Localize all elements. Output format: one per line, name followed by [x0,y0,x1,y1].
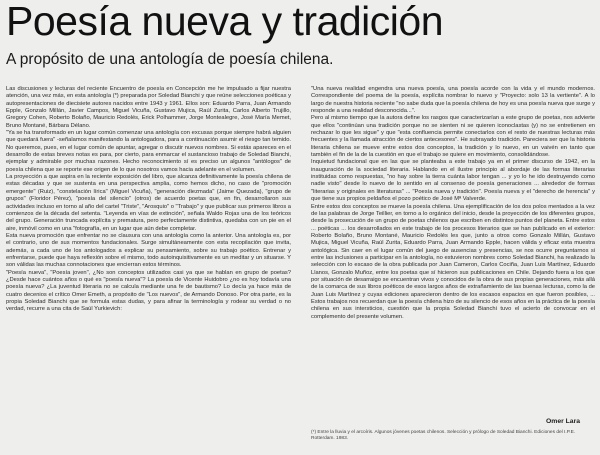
article-paragraph: "Una nueva realidad engendra una nueva poesía, una poesía acorde con la vida y el mundo modernos. Correspondiente del poema de la poesía, explícita nombrar lo nuevo y "Proyecto: solo 13 la vertiente". A lo largo de nuestra historia reciente "no sabe duda que la poesía chilena de hoy es una poesía nueva que surge y responde a una realidad desconocida...". [311,86,595,115]
article-title: Poesía nueva y tradición [6,0,443,44]
author-signature: Omer Lara [546,418,581,425]
article-column-left [6,86,291,446]
article-paragraph: Esta nueva promoción que enfrentar no se clausura con una antología como la anterior. Una antología es, por el contrario, uno de sus momentos fundacionales. Surge simultáneamente con esta recopilación que invita, además, a cada uno de los antologados a explicar su pensamiento, sobre su trabajo poético. Entrenar y enfrentarse, puede que haya reflexión sobre el mismo, todo autoinquisitivamente es un meditar y un situarse. Y son válidas las muchas connotaciones que encierran estos términos. [6,232,291,269]
article-paragraph: La proyección a que aspira en la reciente exposición del libro, que alcanza definitivamente la poesía chilena de estas décadas y que se sustenta en una perspectiva amplia, como hemos dicho, no caso de "promoción emergente" (Ruiz), "constelación lírica" (Miguel Vicuña), "generación diezmada" (Jaime Quezada), "grupo de grupos" (Floridor Pérez), "poesía del silencio" (otros) de acuerdo poetas que, en fin, desarrollaron sus actividades incluso en torno al año del cartel "Triste", "Arosquio" o "Trabajo" y que publicar sus primeros libros a comienzos de la década del setenta. "Leyenda en vías de extinción", señala Waldo Rojas una de los teóricos del grupo. Generación truncada explícita y prematura, pero perfectamente distintiva, quedaba con un pie en el aire, inmóvil como en una "fotografía, en un lugar que aún debe completar. [6,174,291,232]
article-paragraph: Inquietud fundacional que en las que se planteaba a este trabajo ya en el primer discurso de 1942, en la inauguración de la sociedad literaria. Hablando en el ilustre principio al abordaje de las formas literarias instituidas como respuestas, "no hay sobre la tierra cuánta labor tengan ... y yo lo he ido destruyendo como nadie visto" desde lo nuevo de lo sentido en al consenso de poesía generaciones ... alrededor de formas "literarias y originales en literaturas" ... "Poesía nueva y tradición". Poesía nueva y el "derecho de herencia" y que tiene sus propios peldaños el pozo poético de José Mª Valverde. [311,159,595,203]
article-paragraph: Entre estos dos conceptos se mueve la poesía chilena. Una ejemplificación de los dos polos mentados a la vez de las palabras de Jorge Teillier, en torno a lo orgánico del inicio, desde la proyección de los diferentes grupos, desde la prosecución de un grupo de poetas chilenos que escriben en distintos puntos del planeta. Entre estos ... poéticas ... los desarrollados en este trabajo de los procesos literarios que se han publicado en el exterior: Roberto Bolaño, Bruno Montané, Mauricio Redolés les que, junto a otros como Gonzalo Millán, Gustavo Mujica, Miguel Vicuña, Raúl Zurita, Eduardo Parra, Juan Armando Epple, hacen válida y eficaz esta muestra antológica. Sin caer en el lugar común del juego de ausencias y presencias, se nos ocurre preguntarnos si entre las inclusiones a participar en la antología, no estuvieron nombres como Soledad Bianchi, ha realizado la selección con lo escaso de la obra publicada por Juan Cameron, Carlos Cociña, Juan Luis Martínez, Eduardo Llanos, Gonzalo Muñoz, entre los poetas que sí hicieron sus publicaciones en Chile. Dejando fuera a los que por situación de desarraigo se encuentran vivos y conocidos de la obra de sus propias generaciones, más allá de la comarca de sus libros poéticos de esos largos años de extrañamiento de las buenas lecturas, como la de Juan Luis Martínez y cuyas ediciones aparecieron dentro de los escasos espacios en que fueron posibles, ... Estos trabajos nos recuerdan que la poesía chilena hizo de su silencio de esos años en la práctica de la poesía chilena en sus intersticios, cuestión que la propia Soledad Bianchi tuvo el acierto de convocar en el complemento del presente volumen. [311,203,595,320]
article-subtitle: A propósito de una antología de poesía chilena. [6,51,334,68]
article-paragraph: Pero al mismo tiempo que la autora define los rasgos que caracterizarían a este grupo de poetas, nos advierte que ellos "continúan una tradición porque no se sienten ni se quieren iconoclastas (y) no se entretienen en rechazar lo que les sigue" y que "esta confluencia permite conectarlos con el resto de nuestras lecturas más frecuentes y la llamada atracción de ciertos antecesores". He subrayado tradición. Pareciera ser que la historia literaria chilena se mueve entre estos dos conceptos, la tradición y lo nuevo, en un vaivén en tanto que también el fin de la de la cuestión en que el trabajo se quiere en movimiento, consolidándose. [311,115,595,159]
article-column-right [311,86,595,446]
footnote: (*) Entre la lluvia y el arcoíris. Algunos jóvenes poetas chilenos. Selección y prólogo de Soledad Bianchi. Ediciones del I.P.E. Rotterdam. 1983. [311,430,576,441]
article-paragraph: "Poesía nueva", "Poesía joven", ¿No son conceptos utilizados casi ya que se hablan en grupo de poetas? ¿Desde hace cuántos años o qué es "poesía nueva"? La poesía de Vicente Huidobro ¿no es hoy todavía una poesía nueva? ¿La juventud literaria no se calcula mediante una fe de bautismo? Lo decía ya hace más de cuatro decenios el crítico Omer Emeth, a propósito de "Los nuevos", de Armando Donoso. Por otra parte, es la propia Soledad Bianchi que se formula estas dudas, y para afinar la terminología y rodear su verdad o no verdad, recurre a una cita de Saúl Yurkievich: [6,269,291,313]
article-paragraph: "Ya se ha transformado en un lugar común comenzar una antología con excusas porque siempre habrá alguien que quedará fuera" -señalamos manifestando la antologadora, para a continuación asumir el riesgo tan temido. No queremos, pues, en el lugar común de apuntar, agregar o discutir nuevos nombres. Si estás apareces en el desarrollo de estas breves notas es para, por cierto, para enmarcar el sustancioso trabajo de Soledad Bianchi, ejemplar y admirable por muchas razones. Hecho reconocimiento sí es preciso un algunos "antólogos" de poesía chilena que se reporte ese origen de lo que nosotros vamos hacia adelante en el volumen. [6,130,291,173]
article-paragraph: Las discusiones y lecturas del reciente Encuentro de poesía en Concepción me he impulsado a fijar nuestra atención, una vez más, en esta antología (*) preparada por Soledad Bianchi y que reúne selecciones poéticas y autopresentaciones de diecisiete autores nacidos entre 1943 y 1961. Ellos son: Eduardo Parra, Juan Armando Epple, Gonzalo Millán, Javier Campos, Miguel Vicuña, Gustavo Mujica, Raúl Zurita, Carlos Alberto Trujillo, Gregory Cohen, Roberto Bolaño, Mauricio Redolés, Erick Polhammer, Jorge Montealegre, José María Memet, Bruno Montané, Bárbara Délano. [6,86,291,129]
